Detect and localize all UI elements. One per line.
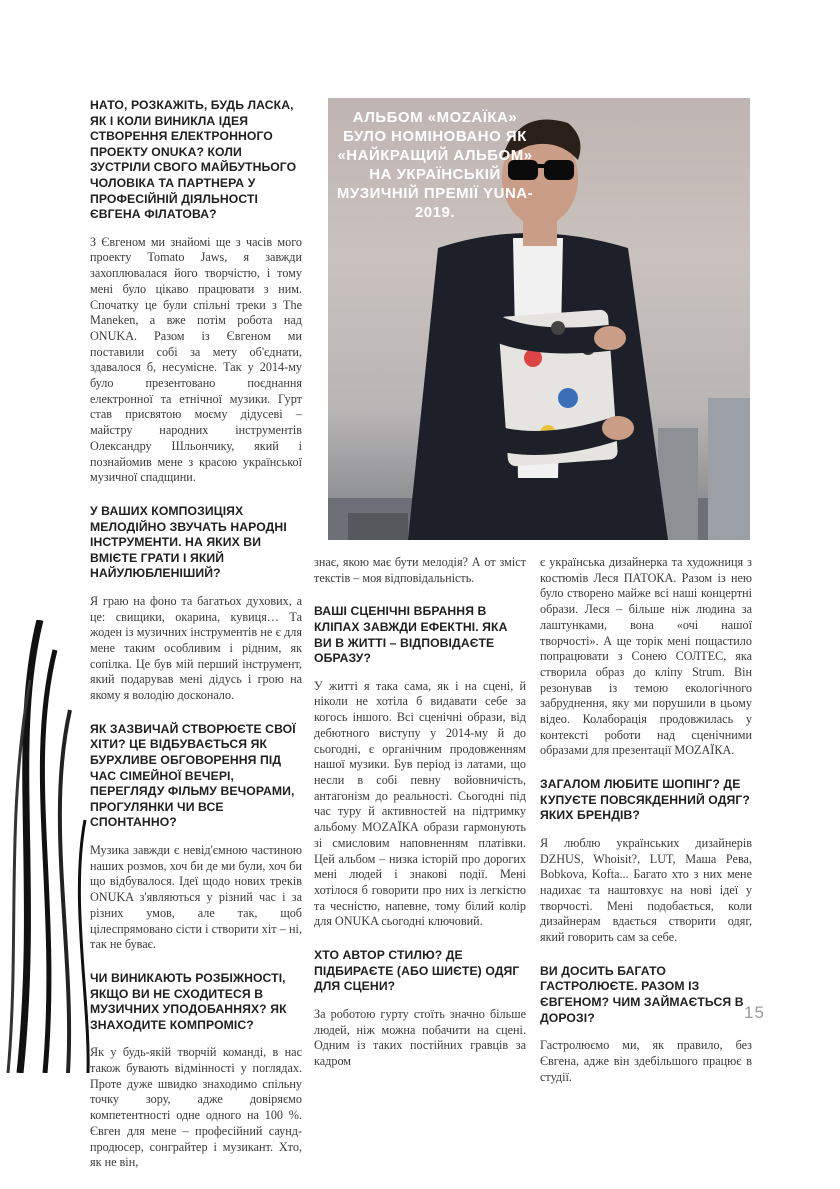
article-column-3 [540,555,752,1103]
question-heading: ВАШІ СЦЕНІЧНІ ВБРАННЯ В КЛІПАХ ЗАВЖДИ ЕФЕКТНІ. ЯКА ВИ В ЖИТТІ – ВІДПОВІДАЄТЕ ОБРАЗУ? [314,604,508,666]
answer-paragraph: знає, якою має бути мелодія? А от зміст текстів – моя відповідальність. [314,555,526,585]
answer-paragraph: Музика завжди є невід'ємною частиною наших розмов, хоч би де ми були, хоч би що відбувалося. Ідеї щодо нових треків ONUKA з'являються у різний час і за різних умов, але так, щоб цілеспрямовано сісти і створити хіт – ні, так не буває. [90,843,302,952]
article-column-2 [314,555,526,1088]
answer-paragraph: Як у будь-якій творчій команді, в нас також бувають відмінності у поглядах. Проте дуже швидко знаходимо спільну точку зору, адже довіряємо компетентності одне одного на 100 %. Євген для мене – професійний саунд-продюсер, сонграйтер і музикант. Хто, як не він, [90,1045,302,1170]
question-heading: ЗАГАЛОМ ЛЮБИТЕ ШОПІНГ? ДЕ КУПУЄТЕ ПОВСЯКДЕННИЙ ОДЯГ? ЯКИХ БРЕНДІВ? [540,777,750,823]
answer-paragraph: З Євгеном ми знайомі ще з часів мого проекту Tomato Jaws, я завжди захоплювалася його творчістю, і тому мені було цікаво працювати з ним. Спочатку це були спільні треки з The Maneken, а вже потім робота над ONUKA. Разом із Євгеном ми поставили собі за мету об'єднати, здавалося б, несумісне. Так у 2014-му було презентовано поєднання електронної та етнічної музики. Гурт став присвятою моєму дідусеві – майстру народних інструментів Олександру Шльончику, який і познайомив мене з красою української музичної спадщини. [90,234,302,485]
answer-paragraph: Я граю на фоно та багатьох духових, а це: свищики, окарина, кувиця… Та жоден із музичних інструментів не є для мене таким особливим і рідним, як сопілка. Це був мій перший інструмент, який подарував мені дідусь і грою на якому я володію досконало. [90,593,302,703]
question-heading: ЯК ЗАЗВИЧАЙ СТВОРЮЄТЕ СВОЇ ХІТИ? ЦЕ ВІДБУВАЄТЬСЯ ЯК БУРХЛИВЕ ОБГОВОРЕННЯ ПІД ЧАС СІМЕЙНОЇ ВЕЧЕРІ, ПЕРЕГЛЯДУ ФІЛЬМУ ВЕЧОРАМИ, ПРОГУЛЯНКИ ЧИ ВСЕ СПОНТАННО? [90,721,296,830]
question-heading: НАТО, РОЗКАЖІТЬ, БУДЬ ЛАСКА, ЯК І КОЛИ ВИНИКЛА ІДЕЯ СТВОРЕННЯ ЕЛЕКТРОННОГО ПРОЕКТУ ONUKA? КОЛИ ЗУСТРІЛИ СВОГО МАЙБУТНЬОГО ЧОЛОВІКА ТА ПАРТНЕРА У ПРОФЕСІЙНІЙ ДІЯЛЬНОСТІ ЄВГЕНА ФІЛАТОВА? [90,98,297,222]
photo-caption: АЛЬБОМ «MOZAЇКА» БУЛО НОМІНОВАНО ЯК «НАЙКРАЩИЙ АЛЬБОМ» НА УКРАЇНСЬКІЙ МУЗИЧНІЙ ПРЕМІЇ YUNA-2019. [336,109,534,221]
article-column-1 [90,98,302,1189]
answer-paragraph: За роботою гурту стоїть значно більше людей, ніж можна побачити на сцені. Одним із таких постійних гравців за кадром [314,1006,526,1068]
decorative-stripes [0,620,100,1073]
answer-paragraph: Гастролюємо ми, як правило, без Євгена, адже він здебільшого працює в студії. [540,1038,752,1084]
answer-paragraph: Я люблю українських дизайнерів DZHUS, Whoisit?, LUT, Маша Рева, Bobkova, Kofta... Багато хто з них мене надихає та наштовхує на нові ідеї у творчості. Мені подобається, коли дизайнерам вдається створити одяг, який говорить сам за себе. [540,835,752,945]
question-heading: У ВАШИХ КОМПОЗИЦІЯХ МЕЛОДІЙНО ЗВУЧАТЬ НАРОДНІ ІНСТРУМЕНТИ. НА ЯКИХ ВИ ВМІЄТЕ ГРАТИ І ЯКИЙ НАЙУЛЮБЛЕНІШИЙ? [90,504,287,581]
question-heading: ХТО АВТОР СТИЛЮ? ДЕ ПІДБИРАЄТЕ (АБО ШИЄТЕ) ОДЯГ ДЛЯ СЦЕНИ? [314,948,520,994]
question-heading: ЧИ ВИНИКАЮТЬ РОЗБІЖНОСТІ, ЯКЩО ВИ НЕ СХОДИТЕСЯ В МУЗИЧНИХ УПОДОБАННЯХ? ЯК ЗНАХОДИТЕ КОМПРОМІС? [90,970,287,1032]
answer-paragraph: є українська дизайнерка та художниця з костюмів Леся ПАТОКА. Разом із нею було створено майже всі наші концертні образи. Леся – більше ніж людина за лаштунками, вона «очі нашої творчості». А ще торік мені пощастило попрацювати з Сонею СОЛТЕС, яка створила образ до кліпу Strum. Він резонував із темою екологічного забруднення, яку ми порушили в цьому відео. Колаборація продовжилась у контексті роботи над сценічними образами для презентації MOZAЇКА. [540,555,752,758]
page-number: 15 [744,1003,765,1022]
question-heading: ВИ ДОСИТЬ БАГАТО ГАСТРОЛЮЄТЕ. РАЗОМ ІЗ ЄВГЕНОМ? ЧИМ ЗАЙМАЄТЬСЯ В ДОРОЗІ? [540,963,744,1025]
answer-paragraph: У житті я така сама, як і на сцені, й ніколи не хотіла б видавати себе за когось іншого. Всі сценічні образи, від дебютного виступу у 2014-му й до сьогодні, є органічним продовженням нашої музики. Був період із латами, що несли в собі певну войовничість, антагонізм до реальності. Сьогодні під час туру й активностей на підтримку альбому MOZAЇКА образи гармонують зі смисловим наповненням платівки. Цей альбом – низка історій про дорогих мені людей і знакові події. Мені хотілося б говорити про них із легкістю та чесністю, напевне, тому білий колір для ONUKA сьогодні ключовий. [314,678,526,929]
